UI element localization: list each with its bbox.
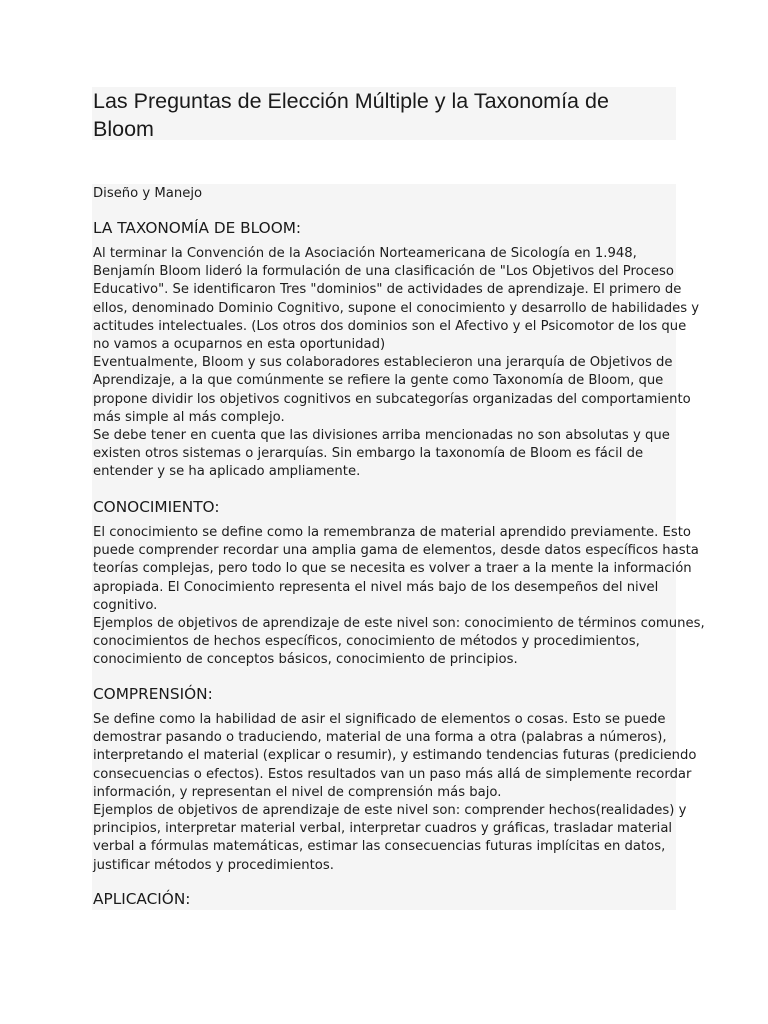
text-line: interpretando el material (explicar o resumir), y estimando tendencias futuras (prediciendo [93,748,697,764]
text-line: entender y se ha aplicado ampliamente. [93,464,361,480]
text-line: consecuencias o efectos). Estos resultados van un paso más allá de simplemente recordar [93,766,692,782]
page-title [92,87,676,143]
text-line: Aprendizaje, a la que comúnmente se refiere la gente como Taxonomía de Bloom, que [93,373,664,389]
text-line: actitudes intelectuales. (Los otros dos dominios son el Afectivo y el Psicomotor de los que [93,318,687,334]
text-line: apropiada. El Conocimiento representa el nivel más bajo de los desempeños del nivel [93,579,659,595]
page-title-line: Bloom [93,117,154,141]
title-block [92,87,676,140]
section-body-comprension [93,711,697,875]
text-line: demostrar pasando o traduciendo, material de una forma a otra (palabras a números), [93,730,667,746]
section-body-taxonomia [93,245,700,482]
text-line: Educativo". Se identificaron Tres "dominios" de actividades de aprendizaje. El primero de [93,282,682,298]
text-line: información, y representan el nivel de comprensión más bajo. [93,784,502,800]
text-line: ellos, denominado Dominio Cognitivo, supone el conocimiento y desarrollo de habilidades y [93,300,700,316]
text-line: Ejemplos de objetivos de aprendizaje de este nivel son: comprender hechos(realidades) y [93,803,687,819]
text-line: Benjamín Bloom lideró la formulación de una clasificación de "Los Objetivos del Proceso [93,264,674,280]
text-line: El conocimiento se define como la remembranza de material aprendido previamente. Esto [93,525,691,540]
text-line: cognitivo. [93,597,158,613]
text-line: Se debe tener en cuenta que las divisiones arriba mencionadas no son absolutas y que [93,428,670,444]
text-line: Ejemplos de objetivos de aprendizaje de este nivel son: conocimiento de términos comunes, [93,616,705,632]
page-subtitle: Diseño y Manejo [93,186,203,201]
text-line: propone dividir los objetivos cognitivos en subcategorías organizadas del comportamiento [93,391,691,407]
text-line: Al terminar la Convención de la Asociación Norteamericana de Sicología en 1.948, [93,246,637,261]
text-line: más simple al más complejo. [93,409,285,425]
text-line: existen otros sistemas o jerarquías. Sin embargo la taxonomía de Bloom es fácil de [93,446,644,462]
section-heading-aplicacion: APLICACIÓN: [93,890,191,908]
text-line: puede comprender recordar una amplia gama de elementos, desde datos específicos hasta [93,543,699,559]
text-line: verbal a fórmulas matemáticas, estimar las consecuencias futuras implícitas en datos, [93,839,666,855]
text-line: conocimiento de conceptos básicos, conocimiento de principios. [93,652,518,668]
section-body-conocimiento [93,524,705,670]
section-heading-taxonomia: LA TAXONOMÍA DE BLOOM: [93,219,302,237]
section-heading-comprension: COMPRENSIÓN: [93,685,213,703]
section-heading-conocimiento: CONOCIMIENTO: [93,498,220,516]
text-line: Eventualmente, Bloom y sus colaboradores establecieron una jerarquía de Objetivos de [93,355,673,371]
text-line: conocimientos de hechos específicos, conocimiento de métodos y procedimientos, [93,634,640,650]
text-line: no vamos a ocuparnos en esta oportunidad) [93,337,386,353]
text-line: principios, interpretar material verbal, interpretar cuadros y gráficas, trasladar material [93,821,673,837]
text-line: teorías complejas, pero todo lo que se necesita es volver a traer a la mente la información [93,561,692,577]
page-title-line: Las Preguntas de Elección Múltiple y la Taxonomía de [93,89,609,113]
text-line: Se define como la habilidad de asir el significado de elementos o cosas. Esto se puede [93,712,666,727]
text-line: justificar métodos y procedimientos. [93,857,334,873]
